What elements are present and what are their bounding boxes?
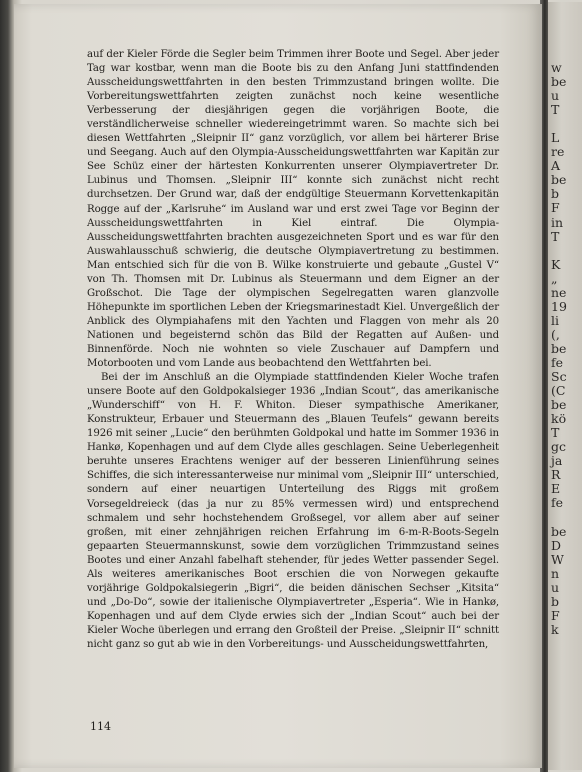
facing-page-line-fragment: be: [551, 74, 567, 90]
facing-page-line-fragment: be: [551, 172, 567, 188]
facing-page-line-fragment: li: [551, 312, 559, 328]
facing-page-line-fragment: be: [551, 523, 567, 539]
facing-page-line-fragment: Sc: [551, 369, 567, 384]
facing-page-line-fragment: T: [551, 425, 560, 441]
facing-page-line-fragment: L: [551, 130, 560, 146]
facing-page-line-fragment: F: [551, 607, 560, 623]
facing-page-line-fragment: u: [551, 88, 560, 104]
facing-page-line-fragment: n: [551, 565, 560, 581]
facing-page-line-fragment: u: [551, 579, 560, 595]
facing-page-line-fragment: T: [551, 228, 560, 244]
facing-page-line-fragment: fe: [551, 495, 564, 511]
facing-page-edge: [548, 2, 582, 770]
facing-page-line-fragment: gc: [551, 439, 567, 455]
facing-page-line-fragment: re: [551, 144, 565, 160]
facing-page-line-fragment: 19: [551, 298, 567, 314]
facing-page-line-fragment: E: [551, 481, 561, 497]
facing-page-line-fragment: R: [551, 467, 561, 483]
facing-page-line-fragment: k: [551, 621, 559, 637]
facing-page-line-fragment: b: [551, 593, 560, 609]
facing-page-line-fragment: „: [551, 270, 558, 286]
facing-page-line-fragment: (C: [551, 383, 566, 399]
facing-page-line-fragment: ja: [551, 453, 563, 469]
facing-page-line-fragment: ne: [551, 284, 567, 300]
facing-page-line-fragment: be: [551, 340, 567, 356]
page-body: [87, 48, 499, 652]
facing-page-line-fragment: T: [551, 102, 560, 118]
facing-page-line-fragment: in: [551, 214, 564, 230]
facing-page-line-fragment: D: [551, 537, 562, 553]
facing-page-line-fragment: fe: [551, 354, 564, 370]
page-number: 114: [90, 720, 111, 733]
facing-page-line-fragment: A: [551, 158, 561, 174]
facing-page-line-fragment: F: [551, 200, 560, 216]
paragraph-2: Bei der im Anschluß an die Olympiade stattfindenden Kieler Woche trafen unsere Boote auf den Goldpokalsieger 1936 „Indian Scout“, das amerikanische „Wunderschiff“ von H. F. Whiton. Dieser sympathische Amerikaner, Konstrukteur, Erbauer und Steuermann des „Blauen Teufels“ gewann bereits 1926 mit seiner „Lucie“ den berühmten Goldpokal und hatte im Sommer 1936 in Hankø, Kopenhagen und auf dem Clyde alles geschlagen. Seine Ueberlegenheit beruhte unseres Erachtens weniger auf der besseren Linienführung seines Schiffes, die sich interessanterweise nur minimal vom „Sleipnir III“ unterschied, sondern auf einer neuartigen Unterteilung des Riggs mit großem Vorsegeldreieck (das ja nur zu 85% vermessen wird) und entsprechend schmalem und sehr hochstehendem Großsegel, vor allem aber auf seiner großen, mit einer zehnjährigen reichen Erfahrung im 6-m-R-Boots-Segeln gepaarten Steuermannskunst, sowie dem vorzüglichen Trimmzustand seines Bootes und einer Anzahl fabelhaft stehender, für jedes Wetter passender Segel. Als weiteres amerikanisches Boot erschien die von Norwegen gekaufte vorjährige Goldpokalsiegerin „Bigri“, die beiden dänischen Sechser „Kitsita“ und „Do-Do“, sowie der italienische Olympiavertreter „Esperia“. Wie in Hankø, Kopenhagen und auf dem Clyde erwies sich der „Indian Scout“ auch bei der Kieler Woche überlegen und errang den Großteil der Preise. „Sleipnir II“ schnitt nicht ganz so gut ab wie in den Vorbereitungs- und Ausscheidungswettfahrten,: [87, 372, 499, 650]
facing-page-line-fragment: be: [551, 397, 567, 413]
facing-page-line-fragment: b: [551, 186, 560, 202]
facing-page-line-fragment: W: [551, 551, 564, 567]
facing-page-line-fragment: K: [551, 256, 561, 272]
facing-page-line-fragment: (,: [551, 326, 560, 342]
facing-page-line-fragment: kö: [551, 411, 567, 427]
paragraph-1: auf der Kieler Förde die Segler beim Trimmen ihrer Boote und Segel. Aber jeder Tag war kostbar, wenn man die Boote bis zu den Anfang Juni stattfindenden Ausscheidungswettfahrten in den besten Trimmzustand bringen wollte. Die Vorbereitungswettfahrten zeigten zunächst noch keine wesentliche Verbesserung der diesjährigen gegen die vorjährigen Boote, die verständlicherweise schneller wiedereingetrimmt waren. So machte sich bei diesen Wettfahrten „Sleipnir II“ ganz vorzüglich, vor allem bei härterer Brise und Seegang. Auch auf den Olympia-Ausscheidungswettfahrten war Kapitän zur See Schüz einer der härtesten Konkurrenten unserer Olympiavertreter Dr. Lubinus und Thomsen. „Sleipnir III“ konnte sich zunächst nicht recht durchsetzen. Der Grund war, daß der endgültige Steuermann Korvettenkapitän Rogge auf der „Karlsruhe“ im Ausland war und erst zwei Tage vor Beginn der Ausscheidungswettfahrten in Kiel eintraf. Die Olympia-Ausscheidungswettfahrten brachten ausgezeichneten Sport und es war für den Auswahlausschuß schwierig, die deutsche Olympiavertretung zu bestimmen. Man entschied sich für die von B. Wilke konstruierte und gebaute „Gustel V“ von Th. Thomsen mit Dr. Lubinus als Steuermann und dem Eigner an der Großschot. Die Tage der olympischen Segelregatten waren glanzvolle Höhepunkte im sportlichen Leben der Kriegsmarinestadt Kiel. Unvergeßlich der Anblick des Olympiahafens mit den Yachten und Flaggen von mehr als 20 Nationen und begeisternd schön das Bild der Regatten auf Außen- und Binnenförde. Noch nie wohnten so viele Zuschauer auf Dampfern und Motorbooten und vom Lande aus beobachtend den Wettfahrten bei.: [87, 49, 499, 370]
facing-page-line-fragment: w: [551, 60, 562, 75]
